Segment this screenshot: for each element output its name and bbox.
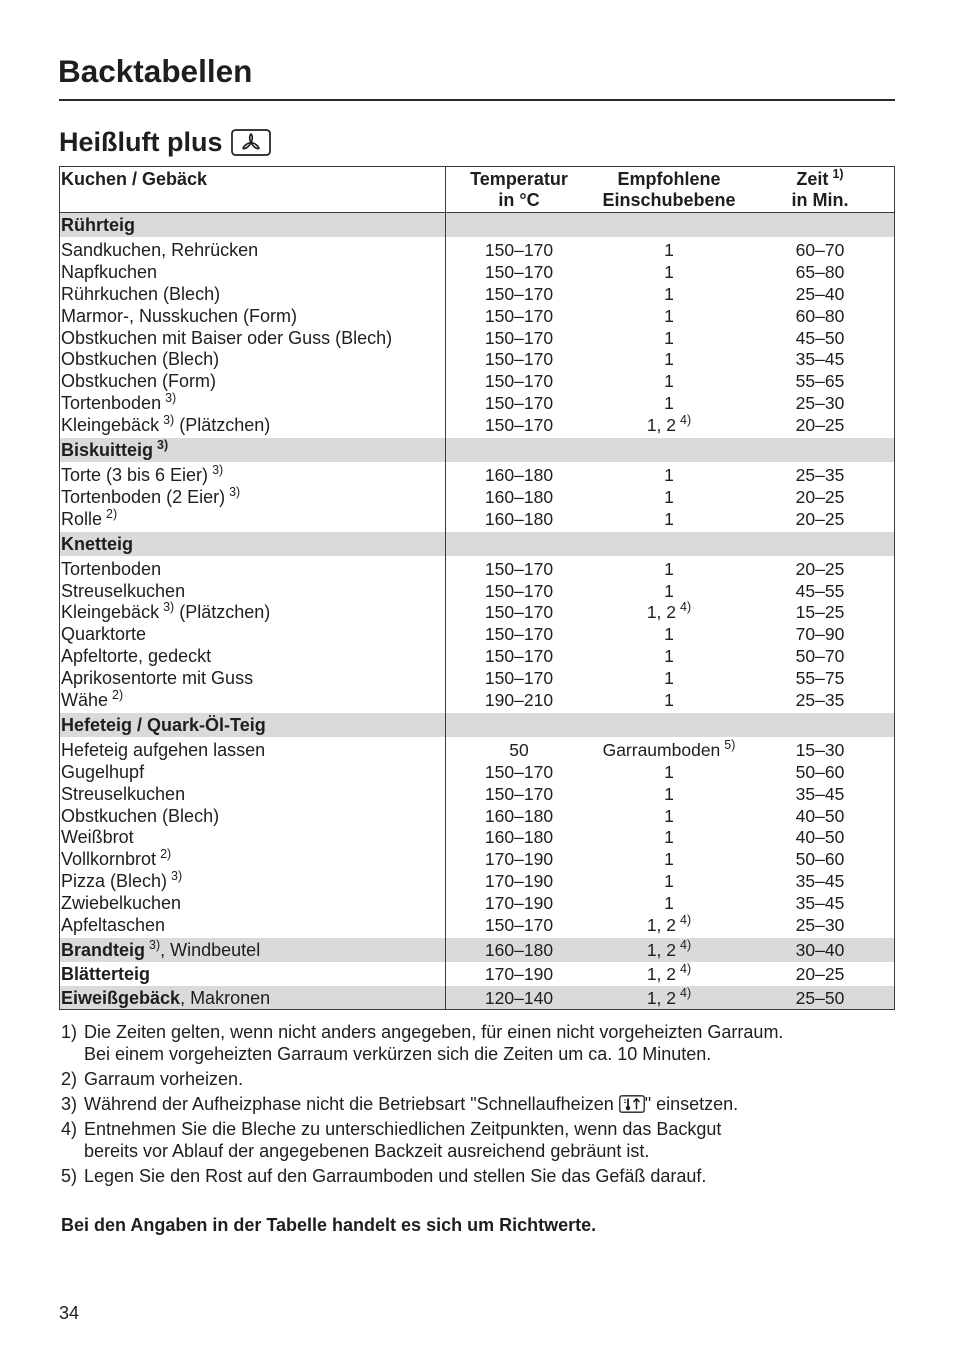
time-cell: 40–50 [795,805,845,826]
row-label-text: Eiweißgebäck [61,987,181,1008]
temperature-cell: 120–140 [484,987,554,1008]
shelf-level-value: Garraumboden [602,739,721,760]
shelf-level-value: 1 [664,827,674,848]
time-cell: 20–25 [795,508,845,529]
table-section-row [59,986,895,1010]
row-label-text: Obstkuchen mit Baiser oder Guss (Blech) [61,327,393,348]
row-label-text: Quarktorte [61,624,147,645]
table-row [59,506,895,531]
row-label-text: Gugelhupf [61,761,145,782]
row-label-text: Biskuitteig [61,440,154,461]
time-cell: 65–80 [795,261,845,282]
footnote-ref: 3) [163,413,175,428]
shelf-level-cell [593,393,745,415]
table-row [59,393,895,415]
table-section-row [59,713,895,737]
temperature-cell: 150–170 [484,415,554,436]
temperature-cell: 160–180 [484,465,554,486]
row-label [61,713,443,737]
row-label-suffix: , Makronen [180,987,271,1008]
shelf-level-cell [593,827,745,849]
row-label-text: Rolle [61,508,103,529]
table-section-row [59,438,895,462]
footnote-ref: 2) [112,688,124,703]
row-label [61,262,443,284]
shelf-level-cell [593,849,745,871]
row-label [61,284,443,306]
row-label-text: Streuselkuchen [61,580,186,601]
shelf-level-cell [593,559,745,581]
footnote-ref: 4) [680,961,692,976]
shelf-level-value: 1 [664,486,674,507]
temperature-cell: 150–170 [484,327,554,348]
row-label-text: Blätterteig [61,963,151,984]
shelf-level-value: 1 [664,327,674,348]
table-row [59,737,895,762]
section-title-text: Heißluft plus [59,126,223,157]
row-label [61,938,443,962]
time-cell: 40–50 [795,827,845,848]
page-title: Backtabellen [58,53,253,89]
row-label-text: Aprikosentorte mit Guss [61,668,254,689]
shelf-level-cell [593,465,745,487]
temperature-cell: 170–190 [484,871,554,892]
time-cell: 45–50 [795,327,845,348]
shelf-level-cell [593,262,745,284]
temperature-cell: 150–170 [484,668,554,689]
temperature-cell: 150–170 [484,371,554,392]
footnote-number: 1) [61,1022,78,1042]
row-label [61,371,443,393]
temperature-cell: 160–180 [484,486,554,507]
time-cell: 45–55 [795,580,845,601]
row-label [61,559,443,581]
footnote-ref: 5) [724,737,736,752]
shelf-level-cell [593,328,745,350]
shelf-level-cell [593,915,745,937]
row-label [61,784,443,806]
shelf-level-value: 1 [664,283,674,304]
table-row [59,893,895,915]
footnote [61,1093,895,1115]
time-cell: 20–25 [795,486,845,507]
column-header-time-line1 [745,169,895,190]
table-row [59,762,895,784]
row-label-text: Sandkuchen, Rehrücken [61,240,259,260]
row-label [61,668,443,690]
temperature-cell: 150–170 [484,305,554,326]
footnote-text: Die Zeiten gelten, wenn nicht anders angegeben, für einen nicht vorgeheizten Garraum. [84,1022,784,1042]
row-label [61,624,443,646]
row-label-text: Brandteig [61,939,146,960]
table-row [59,581,895,603]
time-cell: 30–40 [795,939,845,960]
row-label-suffix: (Plätzchen) [174,602,271,623]
shelf-level-value: 1 [664,261,674,282]
table-row [59,849,895,871]
footnote-ref: 4) [680,600,692,615]
row-label-text: Rührkuchen (Blech) [61,283,221,304]
table-row [59,371,895,393]
shelf-level-value: 1 [664,371,674,392]
shelf-level-cell [593,349,745,371]
column-header-shelf-level-line1: Empfohlene [617,169,721,189]
temperature-cell: 160–180 [484,939,554,960]
shelf-level-value: 1 [664,849,674,870]
row-label-text: Obstkuchen (Blech) [61,805,220,826]
shelf-level-value: 1 [664,465,674,486]
footnotes [61,1021,895,1190]
guideline-note: Bei den Angaben in der Tabelle handelt es sich um Richtwerte. [61,1215,597,1235]
row-label [61,393,443,415]
time-cell: 25–30 [795,393,845,414]
temperature-cell: 150–170 [484,283,554,304]
table-row [59,306,895,328]
time-cell: 55–75 [795,668,845,689]
table-row [59,915,895,937]
shelf-level-value: 1 [664,393,674,414]
table-row [59,806,895,828]
temperature-cell: 150–170 [484,915,554,936]
shelf-level-cell [593,487,745,509]
shelf-level-value: 1 [664,805,674,826]
table-section-row [59,213,895,237]
footnote-text [84,1093,895,1115]
shelf-level-value: 1 [664,558,674,579]
table-row [59,328,895,350]
row-label-text: Obstkuchen (Form) [61,371,217,392]
time-cell: 35–45 [795,349,845,370]
row-label [61,893,443,915]
temperature-cell: 150–170 [484,646,554,667]
row-label [61,762,443,784]
row-label-text: Apfeltaschen [61,915,166,936]
time-cell: 35–45 [795,783,845,804]
time-cell: 15–25 [795,602,845,623]
shelf-level-cell [593,646,745,668]
footnote-ref: 4) [680,985,692,1000]
row-label-text: Tortenboden [61,393,162,414]
table-row [59,284,895,306]
temperature-cell: 150–170 [484,783,554,804]
row-label-text: Wähe [61,690,109,711]
shelf-level-value: 1 [664,761,674,782]
footnote-number: 4) [61,1119,78,1139]
table-row [59,484,895,509]
row-label [61,415,443,437]
row-label-text: Napfkuchen [61,261,158,282]
row-label-text: Tortenboden (2 Eier) [61,486,226,507]
shelf-level-cell [593,938,745,962]
temperature-cell: 150–170 [484,580,554,601]
shelf-level-value: 1 [664,624,674,645]
column-header-temperature [445,169,593,211]
section-title [59,124,271,160]
row-label [61,532,443,556]
time-cell: 50–60 [795,849,845,870]
time-cell: 50–70 [795,646,845,667]
shelf-level-value: 1 [664,240,674,260]
footnote-ref: 3) [149,937,161,952]
row-label-suffix: (Plätzchen) [174,415,271,436]
column-header-shelf-level [593,169,745,211]
table-section-items [59,237,895,438]
temperature-cell: 150–170 [484,761,554,782]
footnote-ref: 3) [171,869,183,884]
temperature-cell: 150–170 [484,624,554,645]
column-header-time-line2: in Min. [791,190,849,210]
table-section-row [59,938,895,962]
row-label-text: Weißbrot [61,827,134,848]
shelf-level-value: 1 [664,580,674,601]
footnote-text-after: " einsetzen. [644,1094,739,1114]
shelf-level-cell [593,240,745,262]
footnote-number: 3) [61,1094,78,1114]
shelf-level-cell [593,306,745,328]
table-row [59,624,895,646]
row-label [61,646,443,668]
time-cell: 60–80 [795,305,845,326]
shelf-level-cell [593,762,745,784]
footnote [61,1021,895,1065]
row-label [61,581,443,603]
table-row [59,349,895,371]
footnote-text: Bei einem vorgeheizten Garraum verkürzen sich die Zeiten um ca. 10 Minuten. [84,1044,712,1064]
time-cell: 25–35 [795,690,845,711]
table-section-items [59,462,895,532]
row-label-text: Pizza (Blech) [61,871,168,892]
page-number: 34 [59,1303,80,1323]
table-body [59,213,895,1010]
shelf-level-value: 1 [664,508,674,529]
footnote-text-before: Während der Aufheizphase nicht die Betriebsart "Schnellaufheizen [84,1094,619,1114]
row-label-text: Rührteig [61,215,135,235]
shelf-level-cell [593,284,745,306]
time-cell: 25–40 [795,283,845,304]
footnote-ref: 3) [165,391,177,406]
shelf-level-cell [593,962,745,986]
time-cell: 50–60 [795,761,845,782]
shelf-level-value: 1, 2 [646,415,677,436]
row-label [61,506,443,531]
row-label-text: Hefeteig / Quark-Öl-Teig [61,714,266,735]
row-label [61,871,443,893]
row-label [61,962,443,986]
shelf-level-value: 1, 2 [646,939,677,960]
table-row [59,602,895,624]
shelf-level-value: 1 [664,783,674,804]
table-row [59,827,895,849]
footnote-number: 5) [61,1166,78,1186]
footnote-ref: 2) [106,506,118,521]
row-label [61,240,443,262]
time-cell: 60–70 [795,240,845,260]
table-row [59,784,895,806]
table-row [59,262,895,284]
footnote-ref: 1) [832,167,844,181]
row-label [61,213,443,237]
time-cell: 35–45 [795,893,845,914]
footnote-text: Legen Sie den Rost auf den Garraumboden und stellen Sie das Gefäß darauf. [84,1166,707,1186]
shelf-level-value: 1, 2 [646,987,677,1008]
row-label-text: Streuselkuchen [61,783,186,804]
table-header-row [59,166,895,213]
shelf-level-value: 1, 2 [646,602,677,623]
footnote-ref: 3) [212,463,224,478]
time-cell: 55–65 [795,371,845,392]
temperature-cell: 150–170 [484,349,554,370]
shelf-level-cell [593,690,745,712]
shelf-level-cell [593,986,745,1010]
footnote [61,1068,895,1090]
row-label-text: Marmor-, Nusskuchen (Form) [61,305,298,326]
table-row [59,871,895,893]
shelf-level-cell [593,806,745,828]
shelf-level-cell [593,624,745,646]
footnote-ref: 3) [163,600,175,615]
row-label [61,740,443,762]
shelf-level-value: 1 [664,349,674,370]
rapid-heat-icon [619,1095,645,1113]
row-label-text: Kleingebäck [61,415,160,436]
time-cell: 25–30 [795,915,845,936]
row-label [61,690,443,712]
table-row [59,559,895,581]
row-label [61,986,443,1010]
row-label-text: Vollkornbrot [61,849,157,870]
footnote-ref: 3) [157,438,169,453]
table-section-row [59,962,895,986]
row-label [61,438,443,462]
shelf-level-cell [593,737,745,762]
shelf-level-value: 1 [664,646,674,667]
column-header-time [745,169,895,211]
table-section-row [59,532,895,556]
time-cell: 20–25 [795,558,845,579]
row-label [61,915,443,937]
table-section-items [59,556,895,713]
row-label [61,806,443,828]
column-header-time-text: Zeit [796,169,829,189]
shelf-level-value: 1 [664,305,674,326]
temperature-cell: 150–170 [484,602,554,623]
row-label-text: Apfeltorte, gedeckt [61,646,212,667]
footnote-ref: 2) [160,847,172,862]
row-label [61,602,443,624]
footnote-text: Garraum vorheizen. [84,1069,244,1089]
time-cell: 35–45 [795,871,845,892]
shelf-level-value: 1 [664,871,674,892]
shelf-level-value: 1 [664,690,674,711]
row-label-text: Knetteig [61,533,133,554]
time-cell: 25–35 [795,465,845,486]
footnote [61,1118,895,1162]
time-cell: 70–90 [795,624,845,645]
temperature-cell: 150–170 [484,240,554,260]
footnote-ref: 4) [680,913,692,928]
title-divider [59,99,895,101]
footnote-text: Entnehmen Sie die Bleche zu unterschiedlichen Zeitpunkten, wenn das Backgut [84,1119,722,1139]
temperature-cell: 170–190 [484,963,554,984]
table-row [59,668,895,690]
row-label [61,328,443,350]
table-row [59,465,895,487]
shelf-level-cell [593,581,745,603]
shelf-level-cell [593,371,745,393]
shelf-level-cell [593,784,745,806]
row-label [61,465,443,487]
footnote-number: 2) [61,1069,78,1089]
shelf-level-value: 1 [664,893,674,914]
temperature-cell: 150–170 [484,558,554,579]
row-label-text: Kleingebäck [61,602,160,623]
temperature-cell: 150–170 [484,261,554,282]
table-row [59,690,895,712]
time-cell: 25–50 [795,987,845,1008]
row-label [61,349,443,371]
shelf-level-value: 1, 2 [646,963,677,984]
temperature-cell: 190–210 [484,690,554,711]
shelf-level-cell [593,668,745,690]
row-label-suffix: , Windbeutel [160,939,261,960]
shelf-level-cell [593,871,745,893]
footnote-ref: 4) [680,937,692,952]
table-row [59,240,895,262]
temperature-cell: 160–180 [484,508,554,529]
shelf-level-cell [593,415,745,437]
temperature-cell: 160–180 [484,827,554,848]
time-cell: 20–25 [795,415,845,436]
column-header-item: Kuchen / Gebäck [61,169,208,189]
row-label-text: Hefeteig aufgehen lassen [61,739,266,760]
temperature-cell: 150–170 [484,393,554,414]
temperature-cell: 170–190 [484,849,554,870]
footnote-text: bereits vor Ablauf der angegebenen Backzeit ausreichend gebräunt ist. [84,1141,650,1161]
row-label-text: Tortenboden [61,558,162,579]
row-label [61,827,443,849]
temperature-cell: 170–190 [484,893,554,914]
time-cell: 20–25 [795,963,845,984]
row-label-text: Obstkuchen (Blech) [61,349,220,370]
column-header-temperature-line1: Temperatur [470,169,568,189]
column-header-temperature-line2: in °C [498,190,540,210]
table-row [59,415,895,437]
footnote-ref: 4) [680,413,692,428]
temperature-cell: 160–180 [484,805,554,826]
column-header-shelf-level-line2: Einschubebene [602,190,736,210]
footnote [61,1165,895,1187]
shelf-level-cell [593,509,745,531]
row-label-text: Zwiebelkuchen [61,893,182,914]
footnote-ref: 3) [229,484,241,499]
row-label-text: Torte (3 bis 6 Eier) [61,465,209,486]
table-row [59,646,895,668]
time-cell: 15–30 [795,739,845,760]
temperature-cell: 50 [509,739,529,760]
row-label [61,849,443,871]
shelf-level-value: 1 [664,668,674,689]
column-divider [445,166,446,1010]
baking-table [59,166,895,1010]
fan-icon [231,129,271,156]
row-label [61,306,443,328]
shelf-level-cell [593,602,745,624]
row-label [61,484,443,509]
shelf-level-cell [593,893,745,915]
shelf-level-value: 1, 2 [646,915,677,936]
table-section-items [59,737,895,938]
